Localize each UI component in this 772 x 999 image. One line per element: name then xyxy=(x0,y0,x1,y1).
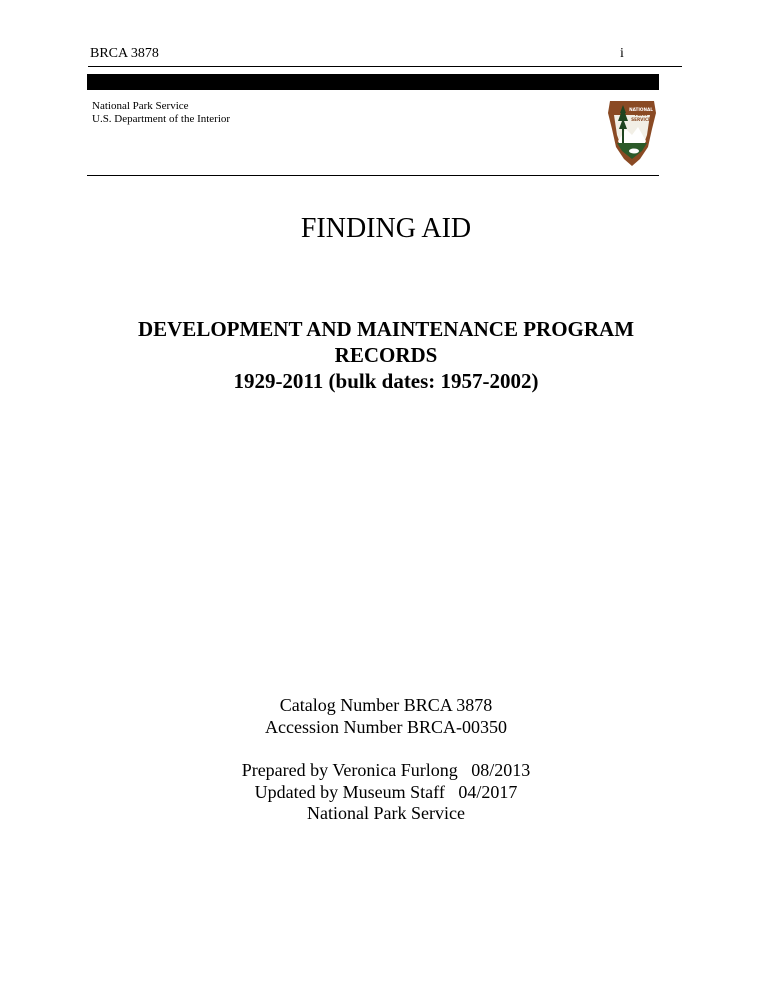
agency-name: National Park Service xyxy=(92,100,189,112)
accession-number: Accession Number BRCA-00350 xyxy=(265,716,507,737)
collection-title xyxy=(0,316,772,394)
catalog-number: Catalog Number BRCA 3878 xyxy=(279,695,493,715)
nps-arrowhead-logo xyxy=(604,99,660,167)
catalog-block xyxy=(0,695,772,738)
prepared-by: Prepared by Veronica Furlong 08/2013 xyxy=(241,760,531,780)
collection-title-line-2: RECORDS xyxy=(334,343,438,367)
logo-text-park: PARK xyxy=(634,112,648,117)
header-black-band xyxy=(87,74,659,90)
collection-title-line-1: DEVELOPMENT AND MAINTENANCE PROGRAM xyxy=(137,317,635,341)
credits-block xyxy=(0,760,772,825)
organization: National Park Service xyxy=(307,803,465,823)
letterhead-divider xyxy=(87,175,659,176)
running-header xyxy=(88,46,682,67)
collection-date-range: 1929-2011 (bulk dates: 1957-2002) xyxy=(233,369,539,393)
logo-text-service: SERVICE xyxy=(631,117,651,122)
header-page-number: i xyxy=(620,46,624,61)
updated-by: Updated by Museum Staff 04/2017 xyxy=(254,781,518,802)
logo-text-national: NATIONAL xyxy=(629,107,653,112)
header-catalog-ref: BRCA 3878 xyxy=(90,46,159,61)
agency-block xyxy=(92,100,230,126)
department-name: U.S. Department of the Interior xyxy=(92,113,231,125)
document-title: FINDING AID xyxy=(300,213,472,244)
